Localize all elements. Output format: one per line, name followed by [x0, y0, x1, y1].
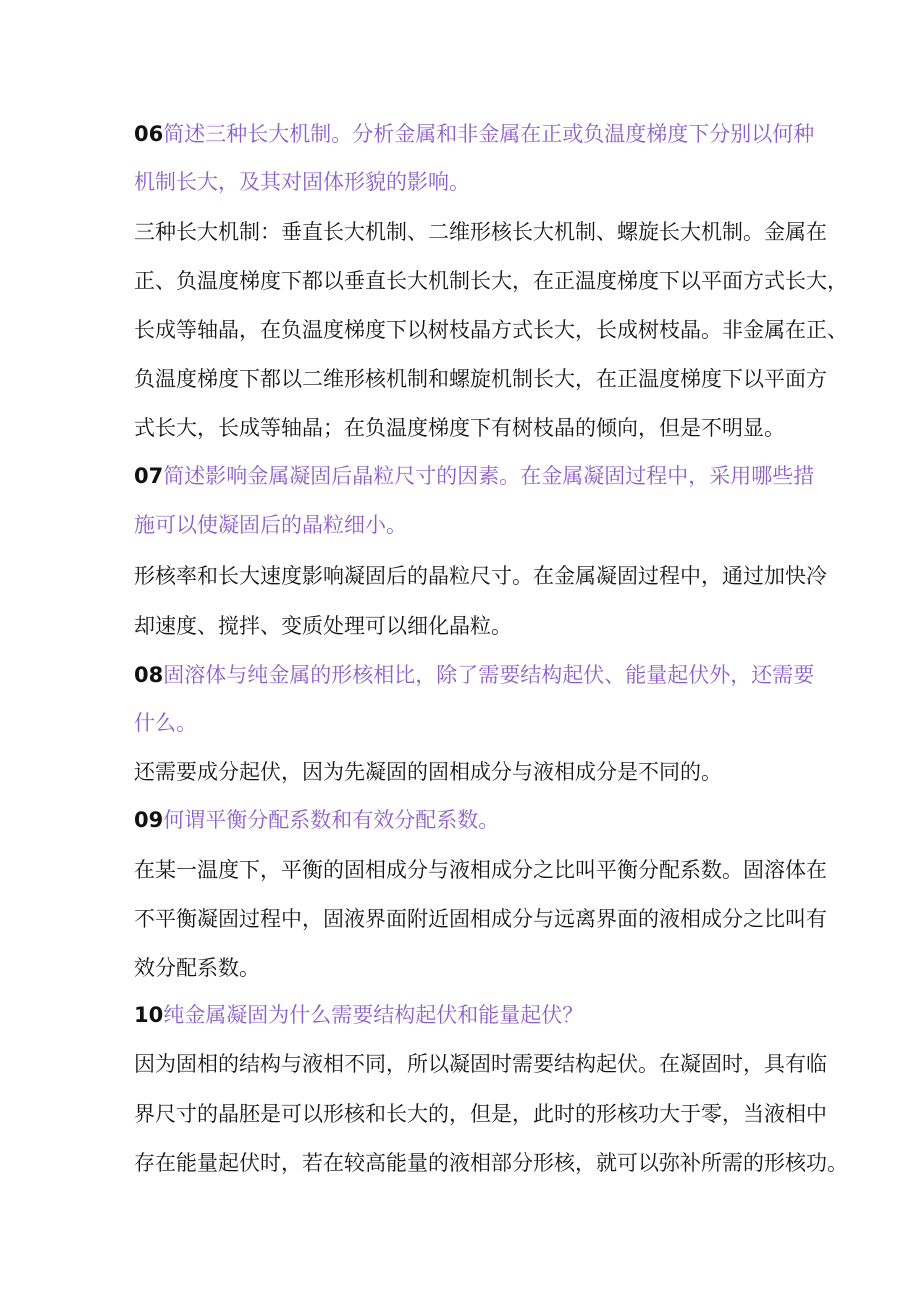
- question-07-line-1: [134, 462, 814, 490]
- question-06-line-1: [134, 120, 814, 148]
- answer-07-line-2: 却速度、搅拌、变质处理可以细化晶粒。: [134, 614, 512, 638]
- answer-10-line-1: 因为固相的结构与液相不同，所以凝固时需要结构起伏。在凝固时，具有临: [134, 1052, 827, 1076]
- answer-10-line-3: 存在能量起伏时，若在较高能量的液相部分形核，就可以弥补所需的形核功。: [134, 1151, 848, 1175]
- question-06-line-2: 机制长大，及其对固体形貌的影响。: [134, 170, 470, 194]
- answer-06-line-2: 正、负温度梯度下都以垂直长大机制长大，在正温度梯度下以平面方式长大，: [134, 269, 848, 293]
- question-number: 08: [134, 663, 164, 687]
- question-text: 何谓平衡分配系数和有效分配系数。: [163, 808, 500, 832]
- question-09-line-1: [134, 806, 499, 834]
- question-number: 07: [134, 464, 164, 488]
- question-text: 固溶体与纯金属的形核相比，除了需要结构起伏、能量起伏外，还需要: [163, 663, 815, 687]
- answer-06-line-1: 三种长大机制：垂直长大机制、二维形核长大机制、螺旋长大机制。金属在: [134, 220, 827, 244]
- question-number: 06: [134, 122, 164, 146]
- answer-09-line-1: 在某一温度下，平衡的固相成分与液相成分之比叫平衡分配系数。固溶体在: [134, 858, 827, 882]
- answer-09-line-2: 不平衡凝固过程中，固液界面附近固相成分与远离界面的液相成分之比叫有: [134, 907, 827, 931]
- question-08-line-1: [134, 661, 814, 689]
- question-text: 简述影响金属凝固后晶粒尺寸的因素。在金属凝固过程中，采用哪些措: [163, 464, 815, 488]
- answer-09-line-3: 效分配系数。: [134, 956, 260, 980]
- answer-07-line-1: 形核率和长大速度影响凝固后的晶粒尺寸。在金属凝固过程中，通过加快冷: [134, 564, 827, 588]
- question-10-line-1: [134, 1001, 583, 1029]
- question-number: 09: [134, 808, 164, 832]
- question-08-line-2: 什么。: [134, 711, 197, 735]
- answer-10-line-2: 界尺寸的晶胚是可以形核和长大的，但是，此时的形核功大于零，当液相中: [134, 1102, 827, 1126]
- answer-06-line-4: 负温度梯度下都以二维形核机制和螺旋机制长大，在正温度梯度下以平面方: [134, 367, 827, 391]
- answer-06-line-5: 式长大，长成等轴晶；在负温度梯度下有树枝晶的倾向，但是不明显。: [134, 416, 785, 440]
- question-number: 10: [134, 1003, 164, 1027]
- question-07-line-2: 施可以使凝固后的晶粒细小。: [134, 513, 407, 537]
- question-text: 纯金属凝固为什么需要结构起伏和能量起伏？: [163, 1003, 584, 1027]
- answer-06-line-3: 长成等轴晶，在负温度梯度下以树枝晶方式长大，长成树枝晶。非金属在正、: [134, 318, 848, 342]
- question-text: 简述三种长大机制。分析金属和非金属在正或负温度梯度下分别以何种: [163, 122, 815, 146]
- answer-08-line-1: 还需要成分起伏，因为先凝固的固相成分与液相成分是不同的。: [134, 760, 722, 784]
